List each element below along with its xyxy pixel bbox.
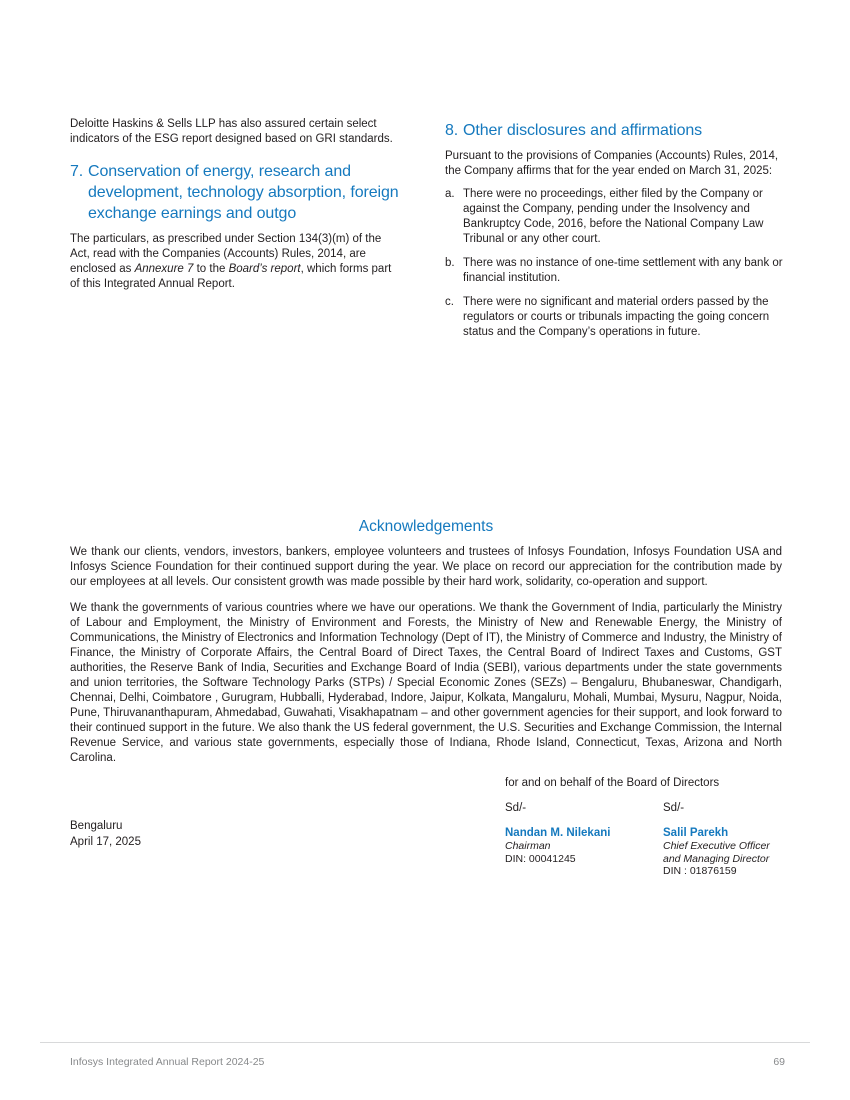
section-7-text-part-3: , which forms part of this Integrated Annual Report. xyxy=(70,263,392,290)
list-item-a xyxy=(445,187,783,247)
affirmations-list xyxy=(445,187,783,340)
right-column xyxy=(445,120,783,349)
sd-label-chairman: Sd/- xyxy=(505,802,527,814)
section-7-number: 7. xyxy=(70,163,84,180)
signature-block xyxy=(505,776,790,878)
list-text-c: There were no significant and material orders passed by the regulators or courts or tribunals impacting the going concern status and the Company’s operations in future. xyxy=(463,296,770,338)
list-marker-b: b. xyxy=(445,257,455,269)
boards-report-reference: Board’s report xyxy=(228,263,301,275)
section-7-paragraph xyxy=(70,232,400,292)
sd-label-ceo: Sd/- xyxy=(663,802,685,814)
section-8-title: Other disclosures and affirmations xyxy=(463,122,703,139)
signer-din-nilekani: DIN: 00041245 xyxy=(505,852,576,865)
section-7-text-part-2: to the xyxy=(193,263,229,275)
footer-divider xyxy=(40,1042,810,1043)
signature-columns xyxy=(505,801,790,878)
list-item-b xyxy=(445,256,783,286)
on-behalf-line: for and on behalf of the Board of Directors xyxy=(505,777,720,789)
signing-place: Bengaluru xyxy=(70,820,123,832)
signature-ceo xyxy=(663,801,790,878)
acknowledgements-paragraph-1: We thank our clients, vendors, investors, bankers, employee volunteers and trustees of Infosys Foundation, Infosys Foundation USA and Infosys Science Foundation for their continued support during the year. We place on record our appreciation for the contribution made by our employees at all levels. Our consistent growth was made possible by their hard work, solidarity, co-operation and support. xyxy=(70,546,782,588)
acknowledgements-heading: Acknowledgements xyxy=(358,518,494,535)
signer-name-nilekani: Nandan M. Nilekani xyxy=(505,827,611,839)
signing-date: April 17, 2025 xyxy=(70,836,141,848)
section-8-heading xyxy=(445,120,783,141)
signer-role-ceo-line-1: Chief Executive Officer xyxy=(663,840,770,852)
section-8-number: 8. xyxy=(445,122,459,139)
acknowledgements-paragraph-2: We thank the governments of various countries where we have our operations. We thank the Government of India, particularly the Ministry of Labour and Employment, the Ministry of Environment and Forests, the Ministry of New and Renewable Energy, the Ministry of Communications, the Ministry of Electronics and Information Technology (Dept of IT), the Ministry of Commerce and Industry, the Ministry of Finance, the Ministry of Corporate Affairs, the Central Board of Direct Taxes, the Central Board of Indirect Taxes and Customs, GST authorities, the Reserve Bank of India, Securities and Exchange Board of India (SEBI), various departments under the state governments and union territories, the Software Technology Parks (STPs) / Special Economic Zones (SEZs) – Bengaluru, Bhubaneswar, Chandigarh, Chennai, Delhi, Coimbatore , Gurugram, Hubballi, Hyderabad, Indore, Jaipur, Kolkata, Mangaluru, Mohali, Mumbai, Mysuru, Nagpur, Noida, Pune, Thiruvananthapuram, Ahmedabad, Guwahati, Visakhapatnam – and other government agencies for their support, and look forward to their continued support in the future. We also thank the US federal government, the U.S. Securities and Exchange Commission, the Internal Revenue Service, and various state governments, especially those of Indiana, Rhode Island, Connecticut, Texas, Arizona and North Carolina. xyxy=(70,602,782,764)
acknowledgements-section xyxy=(70,517,782,766)
list-item-c xyxy=(445,295,783,340)
deloitte-assurance-text: Deloitte Haskins & Sells LLP has also assured certain select indicators of the ESG report designed based on GRI standards. xyxy=(70,118,393,145)
signer-din-parekh: DIN : 01876159 xyxy=(663,865,737,877)
place-date-block xyxy=(70,818,141,850)
section-7-title: Conservation of energy, research and development, technology absorption, foreign exchange earnings and outgo xyxy=(88,163,399,222)
section-7-heading xyxy=(70,161,400,224)
signer-role-ceo-line-2: and Managing Director xyxy=(663,852,770,865)
list-marker-a: a. xyxy=(445,188,455,200)
footer-report-title: Infosys Integrated Annual Report 2024-25 xyxy=(70,1056,265,1068)
signer-name-parekh: Salil Parekh xyxy=(663,827,729,839)
signer-role-chairman: Chairman xyxy=(505,840,551,852)
section-8-intro: Pursuant to the provisions of Companies (Accounts) Rules, 2014, the Company affirms that for the year ended on March 31, 2025: xyxy=(445,150,779,177)
annexure-7-reference: Annexure 7 xyxy=(134,263,194,275)
list-text-a: There were no proceedings, either filed by the Company or against the Company, pending under the Insolvency and Bankruptcy Code, 2016, before the National Company Law Tribunal or any other court. xyxy=(463,188,764,245)
list-marker-c: c. xyxy=(445,296,454,308)
section-7-text-part-1: The particulars, as prescribed under Section 134(3)(m) of the Act, read with the Companies (Accounts) Rules, 2014, are enclosed as xyxy=(70,233,382,275)
list-text-b: There was no instance of one-time settlement with any bank or financial institution. xyxy=(463,257,783,284)
signature-chairman xyxy=(505,801,663,878)
left-column xyxy=(70,117,400,292)
footer-page-number: 69 xyxy=(773,1056,785,1068)
